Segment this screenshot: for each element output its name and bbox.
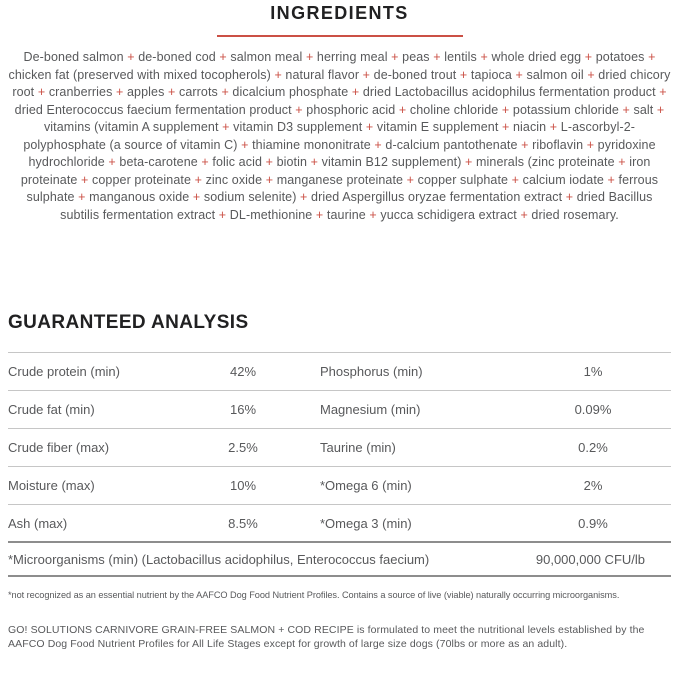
nutrient-label: Magnesium (min) bbox=[320, 402, 421, 417]
nutrient-label: Crude protein (min) bbox=[8, 364, 120, 379]
nutrient-value: 0.09% bbox=[574, 402, 612, 417]
table-row bbox=[8, 467, 671, 505]
nutrient-label: *Omega 6 (min) bbox=[320, 478, 412, 493]
nutrient-label: Phosphorus (min) bbox=[320, 364, 423, 379]
nutrient-label: *Omega 3 (min) bbox=[320, 515, 412, 531]
guaranteed-analysis-table bbox=[8, 352, 671, 577]
nutrient-value: 1% bbox=[583, 364, 603, 379]
nutrient-value: 10% bbox=[229, 478, 257, 493]
nutrient-value: 8.5% bbox=[228, 515, 258, 531]
nutrient-value: 90,000,000 CFU/lb bbox=[535, 551, 645, 567]
ingredients-text: De-boned salmon + de-boned cod + salmon meal + herring meal + peas + lentils + whole dried egg + potatoes + chicken fat (preserved with mixed tocopherols) + natural flavor + de-boned trout + tapioca + salmon oil + dried chicory root + cranberries + apples + carrots + dicalcium phosphate + dried Lactobacillus acidophilus fermentation product + dried Enterococcus faecium fermentation product + phosphoric acid + choline chloride + potassium chloride + salt + vitamins (vitamin A supplement + vitamin D3 supplement + vitamin E supplement + niacin + L-ascorbyl-2-polyphosphate (a source of vitamin C) + thiamine mononitrate + d-calcium pantothenate + riboflavin + pyridoxine hydrochloride + beta-carotene + folic acid + biotin + vitamin B12 supplement) + minerals (zinc proteinate + iron proteinate + copper proteinate + zinc oxide + manganese proteinate + copper sulphate + calcium iodate + ferrous sulphate + manganous oxide + sodium selenite) + dried Aspergillus oryzae fermentation extract + dried Bacillus subtilis fermentation extract + DL-methionine + taurine + yucca schidigera extract + dried rosemary. bbox=[8, 50, 671, 222]
nutrient-value: 0.9% bbox=[578, 515, 608, 531]
nutrient-label: *Microorganisms (min) (Lactobacillus acidophilus, Enterococcus faecium) bbox=[8, 551, 430, 567]
table-row bbox=[8, 505, 671, 543]
nutrient-label: Crude fat (min) bbox=[8, 402, 95, 417]
nutrient-value: 0.2% bbox=[578, 440, 608, 455]
nutrient-label: Taurine (min) bbox=[320, 440, 396, 455]
nutrient-value: 42% bbox=[229, 364, 257, 379]
ingredients-title: INGREDIENTS bbox=[270, 3, 409, 23]
table-row-microorganisms bbox=[8, 543, 671, 577]
nutrient-value: 2.5% bbox=[228, 440, 258, 455]
nutrient-label: Ash (max) bbox=[8, 515, 68, 531]
formulation-note: GO! SOLUTIONS CARNIVORE GRAIN-FREE SALMON + COD RECIPE is formulated to meet the nutritional levels established by the AAFCO Dog Food Nutrient Profiles for All Life Stages except for growth of large size dogs (70lbs or more as an adult). bbox=[8, 624, 645, 650]
table-row bbox=[8, 429, 671, 467]
nutrient-label: Crude fiber (max) bbox=[8, 440, 110, 455]
nutrient-value: 16% bbox=[229, 402, 257, 417]
table-row bbox=[8, 353, 671, 391]
title-underline bbox=[217, 35, 463, 37]
nutrient-value: 2% bbox=[583, 478, 603, 493]
guaranteed-analysis-title: GUARANTEED ANALYSIS bbox=[8, 312, 249, 333]
nutrient-label: Moisture (max) bbox=[8, 478, 95, 493]
table-row bbox=[8, 391, 671, 429]
footnote: *not recognized as an essential nutrient by the AAFCO Dog Food Nutrient Profiles. Contains a source of live (viable) naturally occurring microorganisms. bbox=[8, 590, 620, 600]
